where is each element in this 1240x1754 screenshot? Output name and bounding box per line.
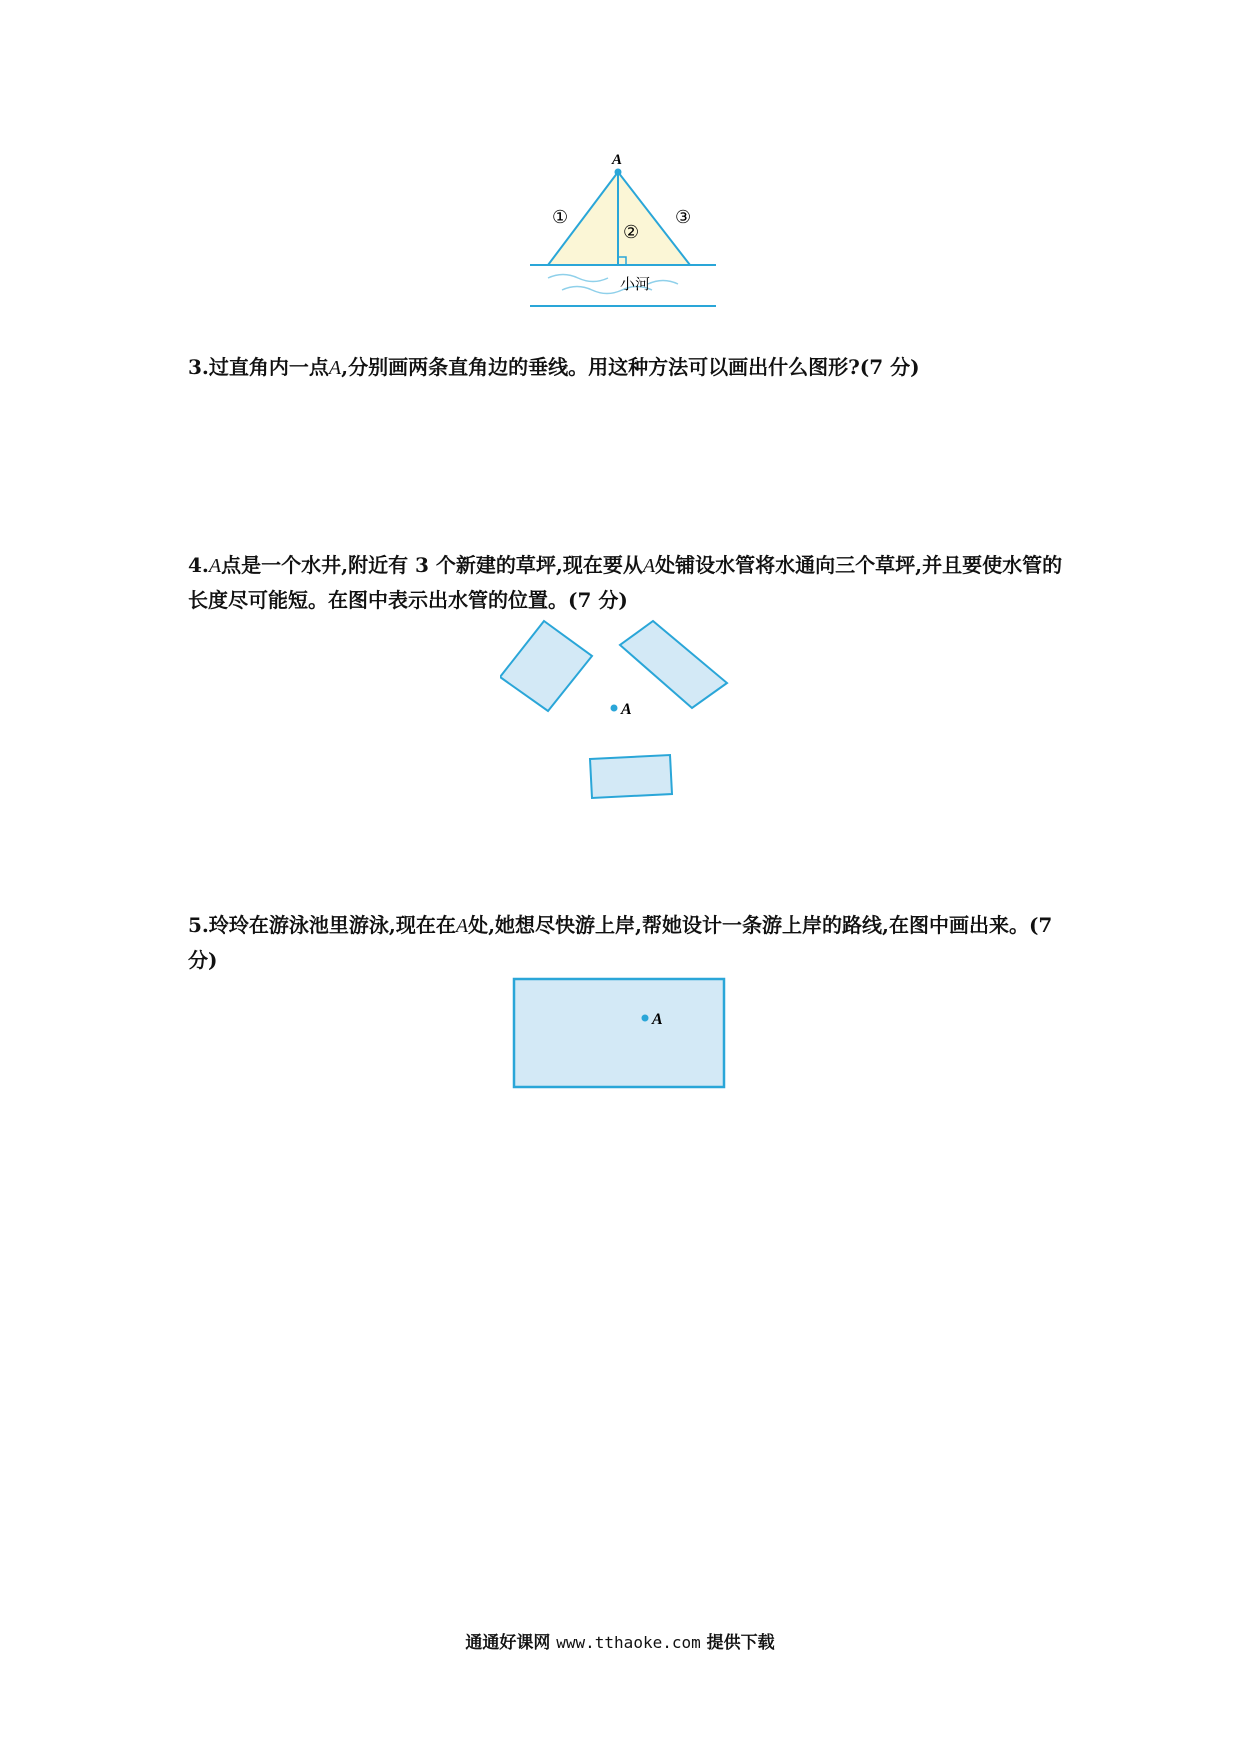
lawn-bottom — [590, 755, 672, 798]
lawn-right — [620, 621, 727, 708]
question-5-text-part1: 玲玲在游泳池里游泳,现在在 — [208, 913, 456, 937]
question-5-number: 5. — [188, 913, 209, 937]
swimmer-point-a-dot — [642, 1015, 649, 1022]
question-4-text-part1: 点是一个水井,附近有 3 个新建的草坪,现在要从 — [221, 553, 643, 577]
path-label-1: ① — [552, 207, 569, 228]
point-a-dot — [615, 169, 622, 176]
question-3-point: A — [328, 357, 342, 379]
lawn-left — [500, 621, 592, 711]
question-4-text-part2: 处铺设水管将水通向三个草坪,并且要使水管的长度尽可能短。在图中表示出水管的位置。(7 分) — [188, 553, 1063, 612]
footer-site-name: 通通好课网 — [465, 1633, 551, 1653]
path-label-2: ② — [623, 222, 640, 243]
footer-suffix: 提供下载 — [706, 1633, 775, 1653]
river-wave-3 — [648, 281, 678, 285]
question-5-text-part2: 处,她想尽快游上岸,帮她设计一条游上岸的路线,在图中画出来。(7 分) — [188, 913, 1053, 972]
river-wave-1 — [548, 275, 608, 282]
question-3 — [188, 350, 1068, 385]
swimmer-point-a-label: A — [652, 1011, 663, 1028]
question-4-point-1: A — [208, 555, 222, 577]
question-5-point: A — [455, 915, 469, 937]
question-5 — [188, 908, 1068, 977]
point-a-label: A — [612, 152, 623, 168]
question-4-point-2: A — [642, 555, 656, 577]
question-3-text-part1: 过直角内一点 — [208, 355, 329, 379]
question-4-number: 4. — [188, 553, 209, 577]
river-label: 小河 — [620, 275, 651, 293]
question-3-text-part2: ,分别画两条直角边的垂线。用这种方法可以画出什么图形?(7 分) — [341, 355, 920, 379]
path-label-3: ③ — [675, 207, 692, 228]
page-footer — [0, 1628, 1240, 1653]
pool-figure — [512, 977, 732, 1092]
lawns-figure — [500, 610, 740, 810]
well-point-a-dot — [611, 705, 618, 712]
swimming-pool — [514, 979, 724, 1087]
footer-url-link[interactable]: www.tthaoke.com — [556, 1633, 701, 1652]
river-triangle-figure — [520, 150, 720, 315]
question-4 — [188, 548, 1068, 617]
well-point-a-label: A — [621, 701, 632, 718]
question-3-number: 3. — [188, 355, 209, 379]
